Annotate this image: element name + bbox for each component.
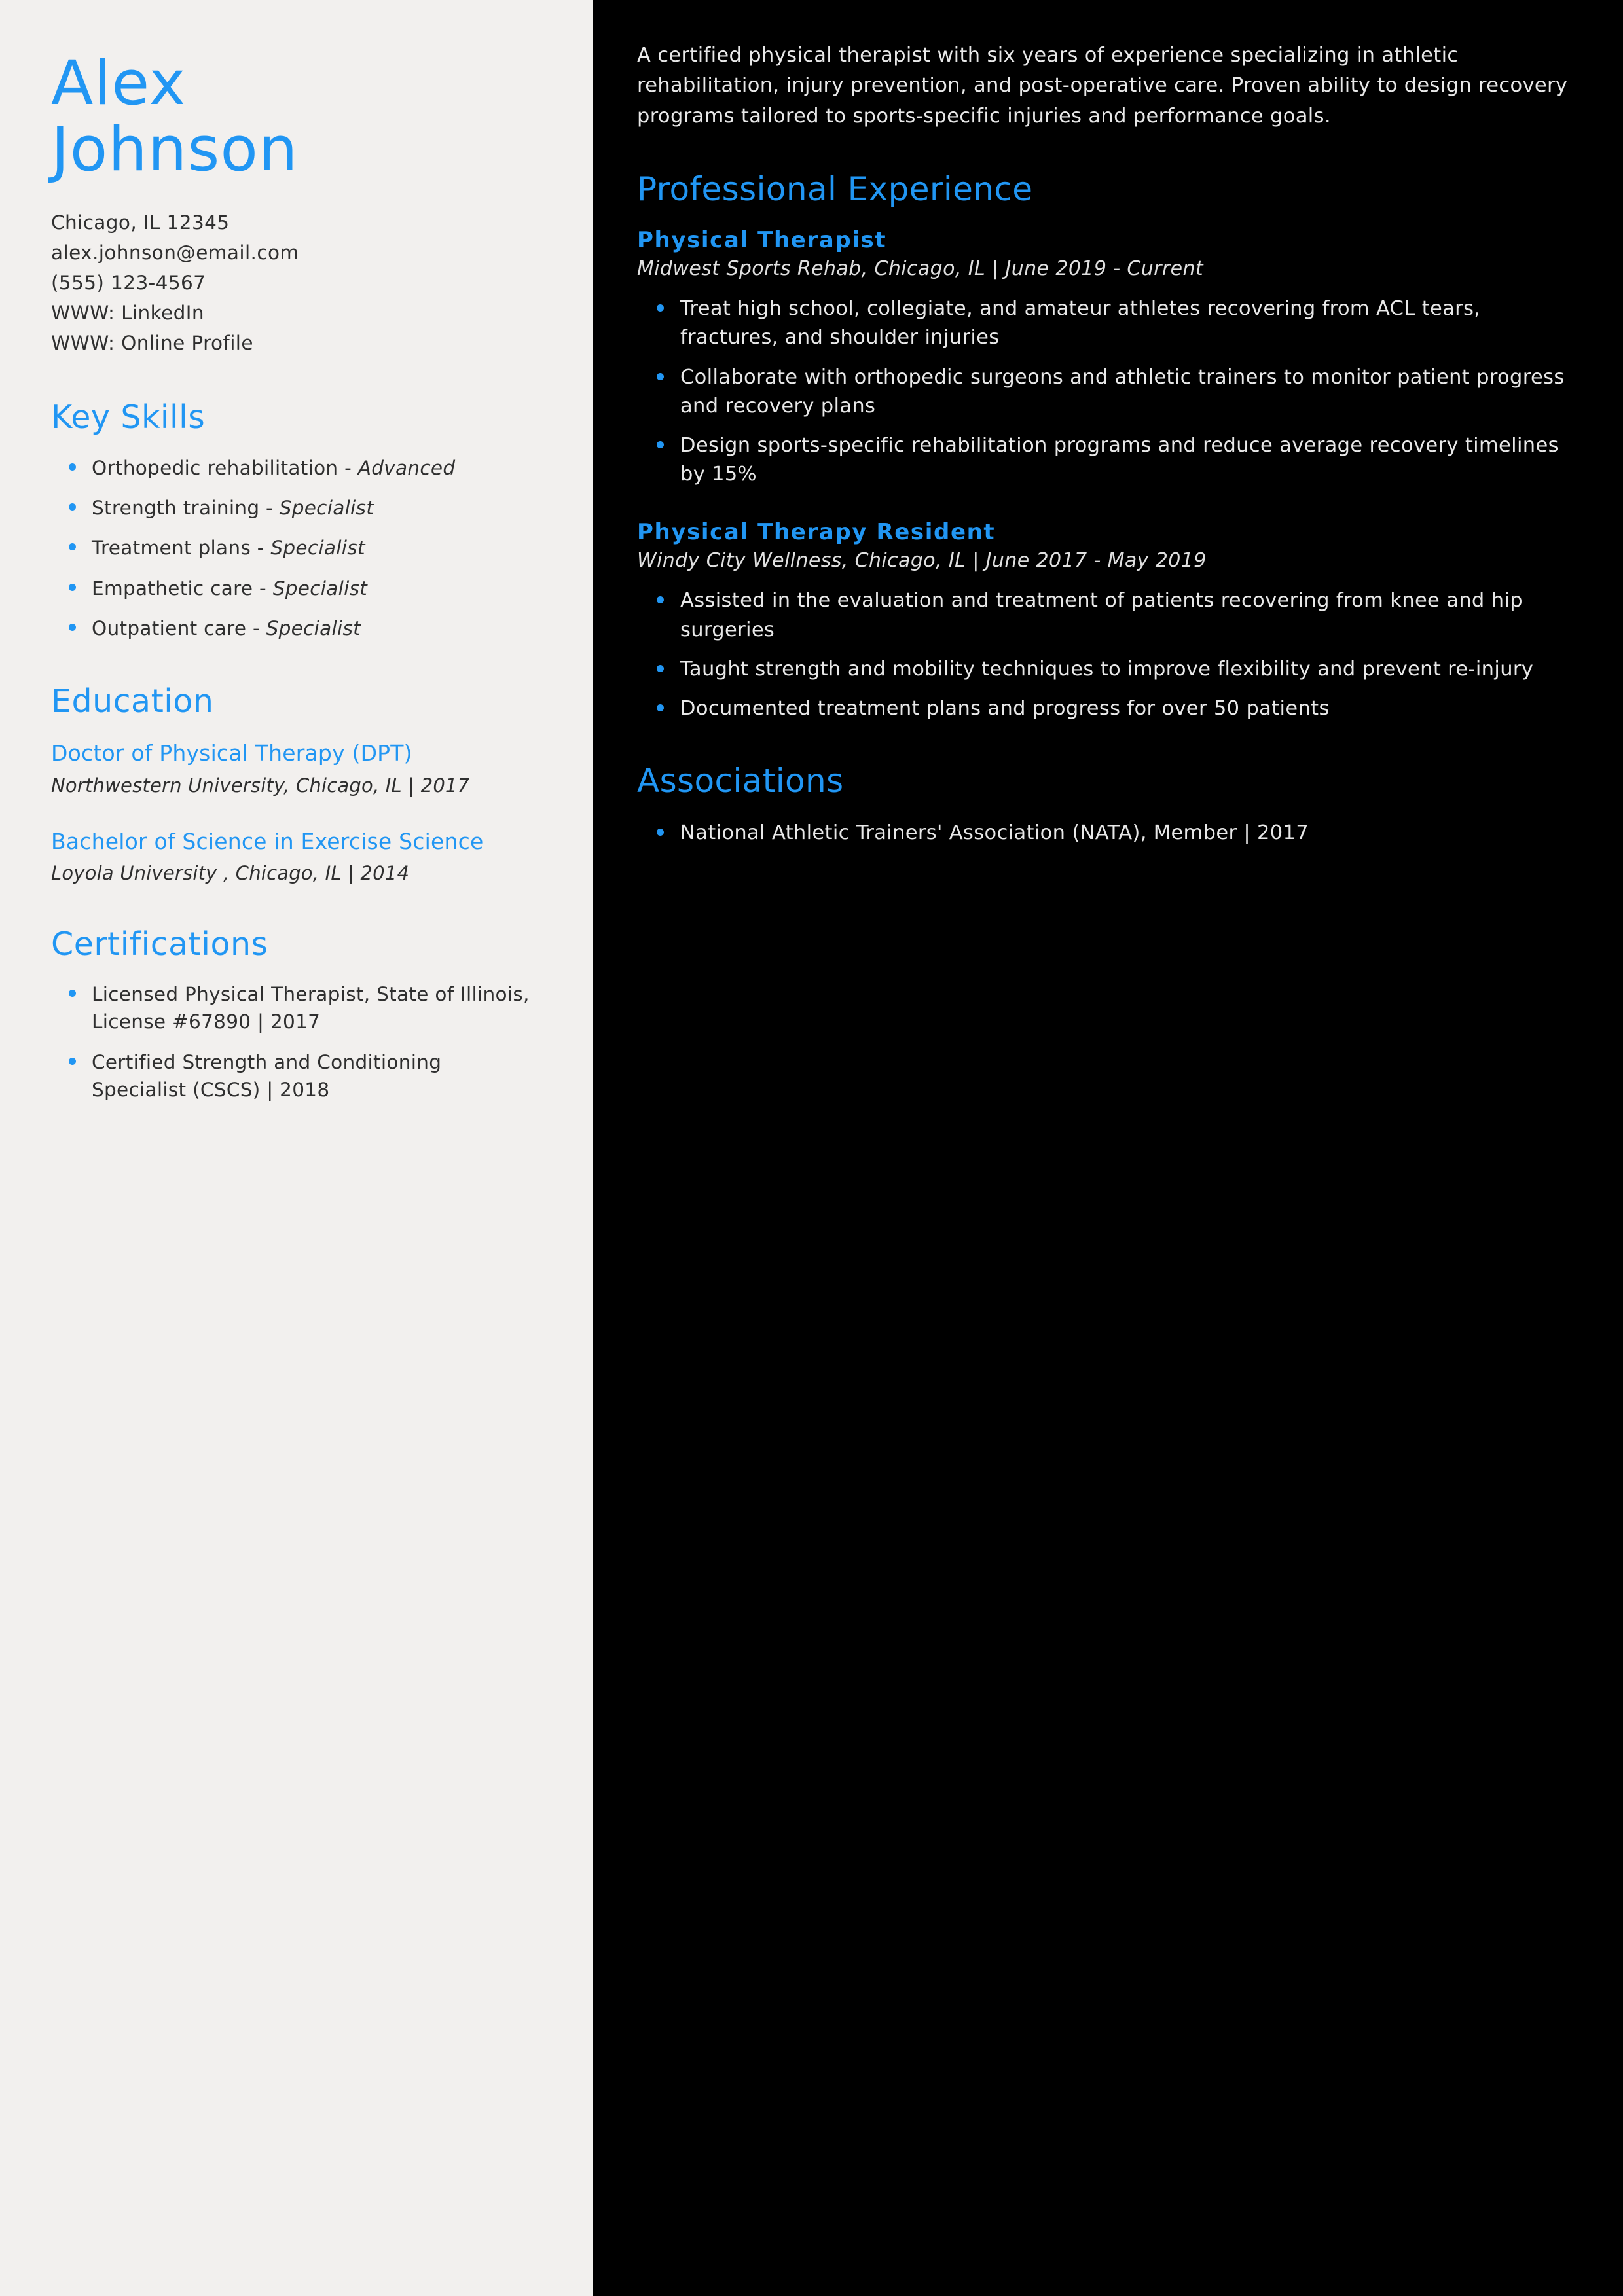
contact-item-address: Chicago, IL 12345 <box>51 211 230 234</box>
contact-item-linkedin[interactable]: WWW: LinkedIn <box>51 302 204 325</box>
list-item: Treat high school, collegiate, and amateur athletes recovering from ACL tears, fractures, and shoulder injuries <box>637 295 1578 352</box>
skill-level: Specialist <box>279 497 374 520</box>
job-meta: Windy City Wellness, Chicago, IL | June 2017 - May 2019 <box>637 549 1207 573</box>
education-degree: Doctor of Physical Therapy (DPT) <box>51 740 412 766</box>
skill-level: Specialist <box>266 617 361 639</box>
job-meta: Midwest Sports Rehab, Chicago, IL | June 2019 - Current <box>637 257 1204 281</box>
experience-entry <box>637 227 1578 489</box>
experience-entry <box>637 519 1578 723</box>
skill-name: Strength training - <box>92 497 280 520</box>
skill-level: Specialist <box>272 577 368 600</box>
job-title: Physical Therapy Resident <box>637 519 996 546</box>
list-item: Design sports-specific rehabilitation programs and reduce average recovery timelines by 15% <box>637 431 1578 489</box>
list-item <box>51 534 541 562</box>
job-title: Physical Therapist <box>637 227 887 254</box>
list-item: Taught strength and mobility techniques to improve flexibility and prevent re-injury <box>637 655 1578 684</box>
list-item: Certified Strength and Conditioning Specialist (CSCS) | 2018 <box>51 1049 541 1103</box>
skill-name: Orthopedic rehabilitation - <box>92 457 358 480</box>
contact-list <box>51 207 541 358</box>
skill-level: Specialist <box>270 537 365 560</box>
list-item <box>51 494 541 522</box>
main-content <box>593 0 1623 2296</box>
skill-name: Empathetic care - <box>92 577 273 600</box>
education-school: Northwestern University, Chicago, IL | 2017 <box>51 774 470 797</box>
sidebar <box>0 0 593 2296</box>
list-item: Documented treatment plans and progress for over 50 patients <box>637 694 1578 723</box>
skills-list <box>51 454 541 642</box>
page-title <box>51 48 541 185</box>
list-item <box>51 575 541 602</box>
skill-name: Treatment plans - <box>92 537 271 560</box>
section-heading-education: Education <box>51 682 214 720</box>
education-school: Loyola University , Chicago, IL | 2014 <box>51 862 410 885</box>
certifications-list <box>51 980 541 1103</box>
education-entry <box>51 827 541 888</box>
contact-item-email[interactable]: alex.johnson@email.com <box>51 242 299 264</box>
list-item <box>51 615 541 642</box>
list-item: Assisted in the evaluation and treatment of patients recovering from knee and hip surgeries <box>637 586 1578 644</box>
section-heading-associations: Associations <box>637 762 844 800</box>
last-name: Johnson <box>51 113 299 185</box>
associations-list <box>637 819 1578 848</box>
list-item: Collaborate with orthopedic surgeons and athletic trainers to monitor patient progress and recovery plans <box>637 363 1578 421</box>
skill-name: Outpatient care - <box>92 617 266 639</box>
section-heading-key-skills: Key Skills <box>51 399 206 437</box>
first-name: Alex <box>51 48 187 119</box>
skill-level: Advanced <box>357 457 456 480</box>
list-item: Licensed Physical Therapist, State of Illinois, License #67890 | 2017 <box>51 980 541 1035</box>
section-heading-certifications: Certifications <box>51 925 268 963</box>
professional-summary: A certified physical therapist with six years of experience specializing in athletic rehabilitation, injury prevention, and post-operative care. Proven ability to design recovery programs tailored to sports-specific injuries and performance goals. <box>637 44 1568 128</box>
education-entry <box>51 738 541 799</box>
job-bullets <box>637 586 1578 723</box>
education-degree: Bachelor of Science in Exercise Science <box>51 828 484 854</box>
list-item <box>51 454 541 482</box>
job-bullets <box>637 295 1578 489</box>
contact-item-phone: (555) 123-4567 <box>51 272 206 295</box>
contact-item-profile[interactable]: WWW: Online Profile <box>51 332 253 355</box>
section-heading-experience: Professional Experience <box>637 170 1033 209</box>
list-item: National Athletic Trainers' Association (NATA), Member | 2017 <box>637 819 1578 848</box>
